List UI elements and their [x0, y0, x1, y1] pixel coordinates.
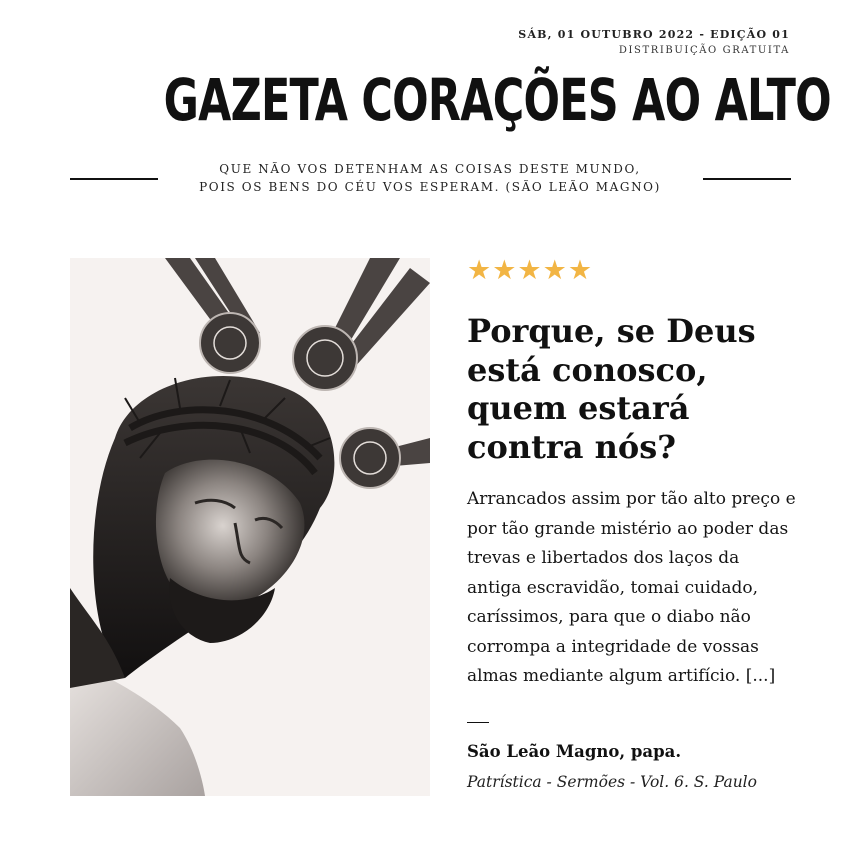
article-headline: Porque, se Deus está conosco, quem estará contra nós? [467, 312, 756, 466]
article-source: Patrística - Sermões - Vol. 6. S. Paulo [467, 773, 757, 791]
article-photo [70, 258, 430, 796]
tagline-line-1: QUE NÃO VOS DETENHAM AS COISAS DESTE MUNDO, [219, 162, 641, 176]
rating-stars-icon: ★★★★★ [467, 255, 594, 286]
tagline-rule-left [70, 178, 158, 180]
christ-statue-image [70, 258, 430, 796]
tagline [160, 160, 700, 196]
tagline-rule-right [703, 178, 791, 180]
distribution-note: DISTRIBUIÇÃO GRATUITA [618, 45, 790, 56]
tagline-line-2: POIS OS BENS DO CÉU VOS ESPERAM. (SÃO LEÃO MAGNO) [199, 180, 661, 194]
masthead-title: GAZETA CORAÇÕES AO ALTO [163, 66, 831, 134]
date-edition: SÁB, 01 OUTUBRO 2022 - EDIÇÃO 01 [518, 28, 790, 41]
article-body: Arrancados assim por tão alto preço e por tão grande mistério ao poder das trevas e libertados dos laços da antiga escravidão, tomai cuidado, caríssimos, para que o diabo não corrompa a integridade de vossas almas mediante algum artifício. [...] [467, 489, 796, 686]
article-author: São Leão Magno, papa. [467, 742, 682, 761]
divider [467, 722, 489, 723]
